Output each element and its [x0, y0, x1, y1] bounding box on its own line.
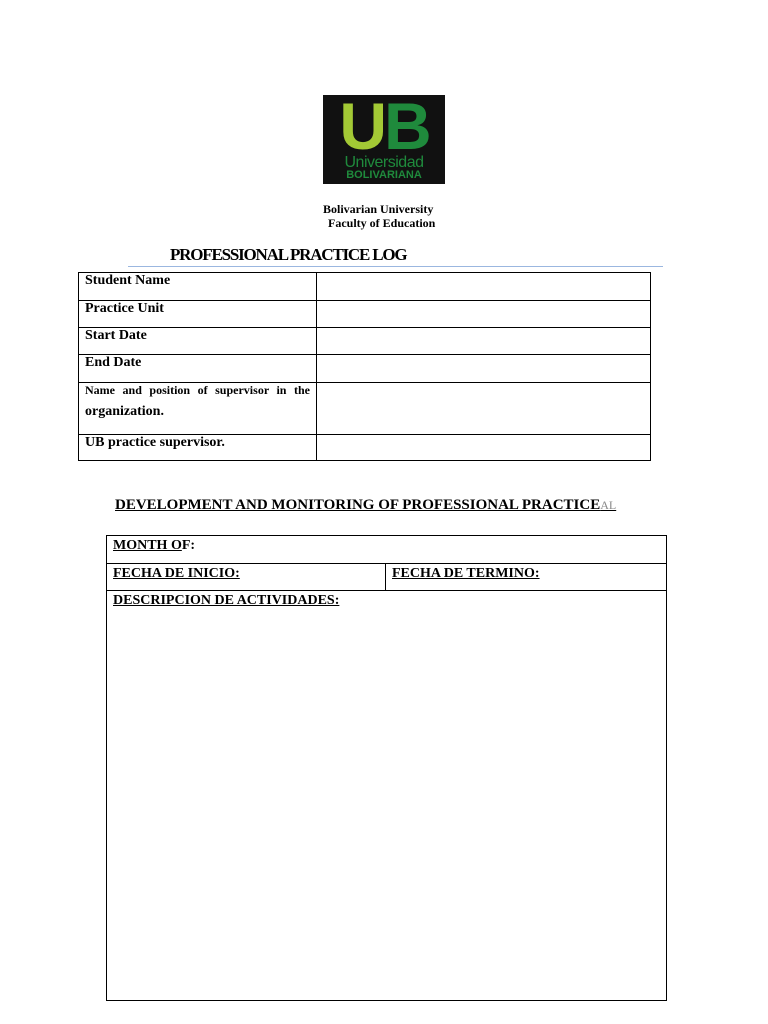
practice-unit-field[interactable] [317, 301, 651, 328]
table-row [79, 383, 651, 435]
monthly-log-table [106, 535, 667, 1001]
month-of-cell[interactable] [107, 536, 667, 564]
ub-supervisor-field[interactable] [317, 435, 651, 461]
end-date-field[interactable] [317, 355, 651, 383]
end-date-label: End Date [79, 355, 317, 383]
logo-bolivariana: BOLIVARIANA [346, 169, 422, 181]
org-supervisor-label-line2: organization. [85, 404, 164, 419]
table-row [79, 355, 651, 383]
table-row [107, 564, 667, 591]
table-row [79, 273, 651, 301]
page-title: PROFESSIONAL PRACTICE LOG [170, 245, 407, 264]
activities-description-cell[interactable] [107, 591, 667, 1001]
development-title-tail: AL [600, 498, 617, 512]
student-name-field[interactable] [317, 273, 651, 301]
table-row [79, 301, 651, 328]
logo-letter-b: B [384, 89, 429, 163]
development-section-title [115, 497, 616, 514]
development-title-text: DEVELOPMENT AND MONITORING OF PROFESSIONAL PRACTICE [115, 497, 601, 513]
start-date-field[interactable] [317, 328, 651, 355]
student-info-table [78, 272, 651, 461]
month-label-rest: F: [181, 538, 196, 553]
student-name-label: Student Name [79, 273, 317, 301]
logo-letter-u: U [339, 89, 384, 163]
org-supervisor-label [79, 383, 317, 435]
title-rule [128, 266, 663, 267]
org-supervisor-field[interactable] [317, 383, 651, 435]
table-row [107, 591, 667, 1001]
descripcion-actividades-label: DESCRIPCION DE ACTIVIDADES: [113, 593, 340, 608]
org-supervisor-label-line1: Name and position of supervisor in the [85, 383, 310, 397]
month-label-underlined: MONTH O [113, 538, 182, 553]
fecha-termino-label: FECHA DE TERMINO: [392, 566, 540, 581]
practice-unit-label: Practice Unit [79, 301, 317, 328]
table-row [79, 435, 651, 461]
table-row [79, 328, 651, 355]
university-name: Bolivarian University [323, 202, 434, 216]
fecha-inicio-label: FECHA DE INICIO: [113, 566, 240, 581]
start-date-label: Start Date [79, 328, 317, 355]
logo-universidad: Universidad [344, 154, 424, 171]
ub-logo [323, 89, 445, 184]
ub-supervisor-label: UB practice supervisor. [79, 435, 317, 461]
table-row [107, 536, 667, 564]
start-date-cell[interactable] [107, 564, 386, 591]
end-date-cell[interactable] [386, 564, 667, 591]
faculty-name: Faculty of Education [328, 216, 436, 230]
